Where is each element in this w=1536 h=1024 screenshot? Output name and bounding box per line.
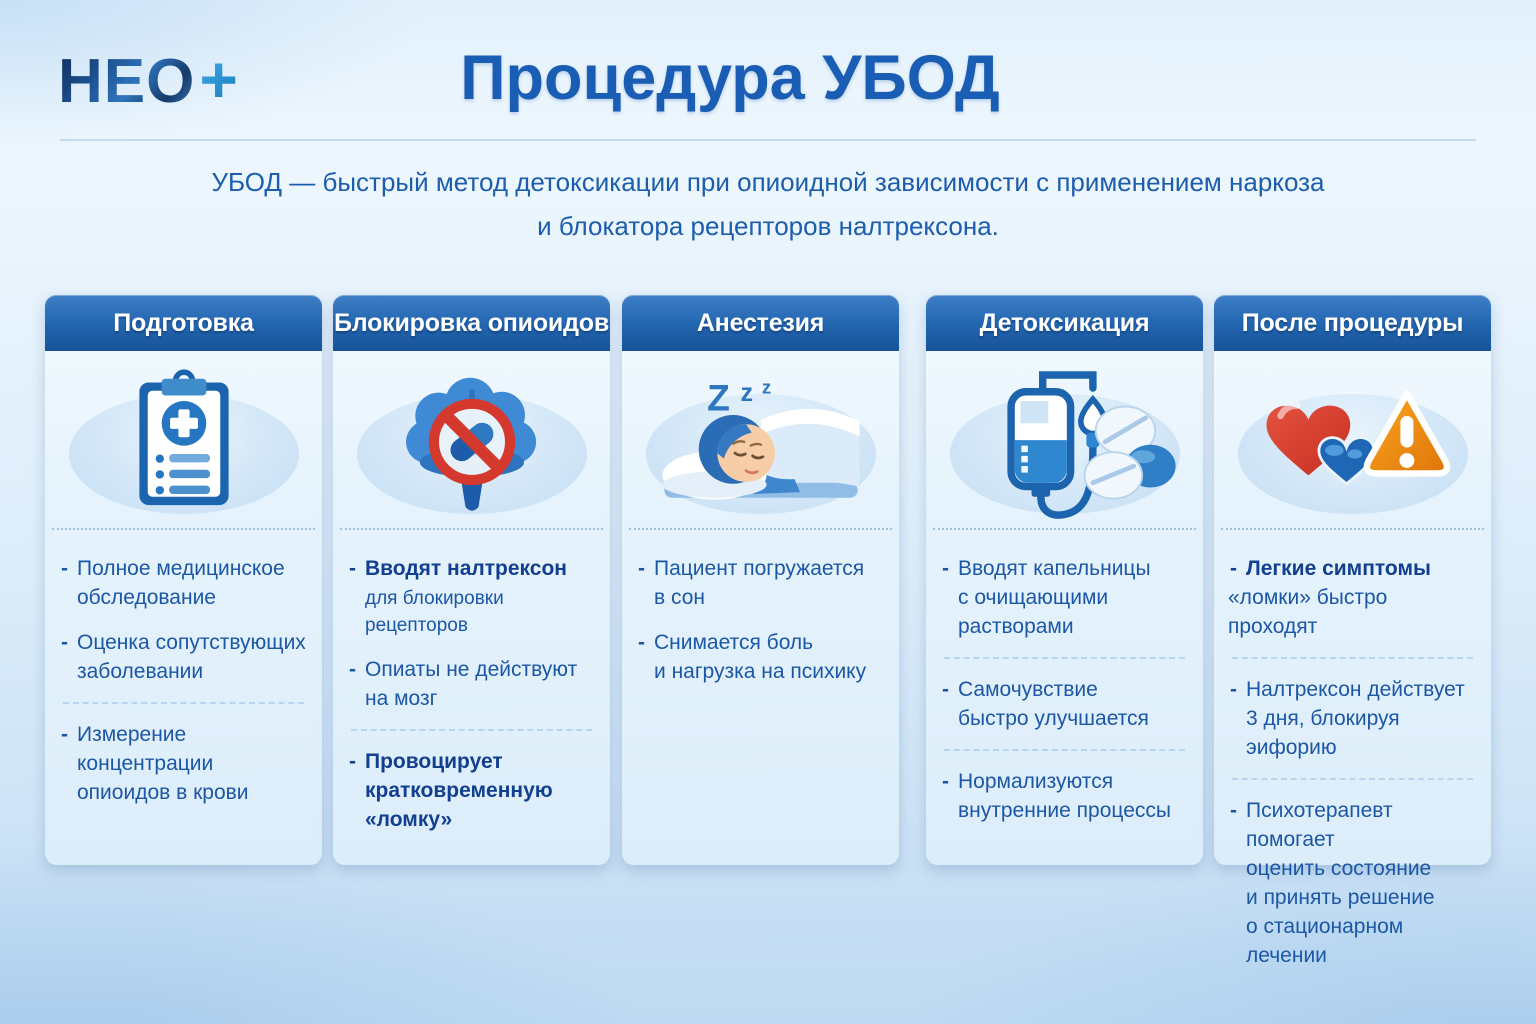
bullet-item [61,628,310,686]
bullet-item [942,675,1191,733]
card-title: Подготовка [45,295,322,351]
bullet-dash: - [1230,799,1237,822]
bullet-list [333,530,610,850]
card-detox [926,295,1203,865]
bullet-text: Пациент погружается в сон [654,557,865,609]
bullet-item [61,720,310,807]
page-subtitle [0,160,1536,248]
steps-row [45,295,1491,967]
item-divider [351,729,592,731]
bullet-text: Опиаты не действуют на мозг [365,658,578,710]
bullet-list [926,530,1203,841]
bullet-dash: - [942,557,949,580]
brain-blocked-icon [369,362,575,520]
logo-plus-icon: + [199,42,239,116]
bullet-text: Нормализуются внутренние процессы [958,770,1171,822]
icon-zone [52,351,315,530]
iv-drip-icon [951,362,1179,520]
bullet-text: Полное медицинское обследование [77,557,285,609]
bullet-item [349,747,598,834]
bullet-item [942,767,1191,825]
icon-zone [629,351,892,530]
subtitle-line-2: и блокатора рецепторов налтрексона. [537,211,999,241]
bullet-dash: - [942,678,949,701]
subtitle-line-1: УБОД — быстрый метод детоксикации при опиоидной зависимости с применением наркоза [211,167,1325,197]
bullet-item [638,554,887,612]
item-divider [1232,657,1473,659]
bullet-dash: - [61,557,68,580]
bullet-text: Снимается боль и нагрузка на психику [654,631,867,683]
bullet-dash: - [349,658,356,681]
bullet-text: Оценка сопутствующих заболевании [77,631,306,683]
bullet-item [1230,675,1479,762]
card-title: Блокировка опиоидов [333,295,610,351]
card-title: Детоксикация [926,295,1203,351]
bullet-dash: - [349,750,356,773]
bullet-text: Вводят налтрексон для блокировки рецепторов [365,554,598,639]
bullet-dash: - [1230,678,1237,701]
card-title: Анестезия [622,295,899,351]
bullet-subtext: для блокировки рецепторов [365,588,504,636]
bullet-item [1230,554,1479,641]
icon-zone [340,351,603,530]
bullet-text: Психотерапевт помогает оценить состояние и принять решение о стационарном лечении [1246,799,1435,967]
bullet-dash: - [61,631,68,654]
card-anesthesia [622,295,899,865]
medical-clipboard-icon [81,362,287,520]
item-divider [63,702,304,704]
bullet-list [1214,530,1491,986]
bullet-text: Измерение концентрации опиоидов в крови [77,723,249,804]
title-divider [60,139,1476,141]
icon-zone [933,351,1196,530]
card-opioid-blocking [333,295,610,865]
bullet-dash: - [61,723,68,746]
heart-warning-icon [1239,362,1467,520]
bullet-item [942,554,1191,641]
bullet-subtext: «ломки» быстро проходят [1228,586,1388,638]
bullet-item [349,655,598,713]
bullet-text: Самочувствие быстро улучшается [958,678,1149,730]
item-divider [1232,778,1473,780]
bullet-list [622,530,899,702]
sleeping-patient-icon [647,362,875,520]
card-title: После процедуры [1214,295,1491,351]
card-preparation [45,295,322,865]
bullet-item [349,554,598,639]
card-after-procedure [1214,295,1491,967]
bullet-text: Вводят капельницы с очищающими растворами [958,557,1151,638]
bullet-text: Провоцирует кратковременную «ломку» [365,750,553,831]
bullet-text: Легкие симптомы «ломки» быстро проходят [1246,554,1479,641]
bullet-dash: - [1230,557,1237,580]
bullet-list [45,530,322,823]
bullet-item [1230,796,1479,970]
icon-zone [1221,351,1484,530]
logo-text: НЕО [58,47,196,116]
item-divider [944,749,1185,751]
zzz-text: Z [706,376,730,419]
zzz-text: z [740,379,753,408]
item-divider [944,657,1185,659]
bullet-item [638,628,887,686]
bullet-item [61,554,310,612]
bullet-dash: - [942,770,949,793]
bullet-dash: - [638,631,645,654]
zzz-text: z [761,376,771,398]
bullet-dash: - [349,557,356,580]
bullet-text: Налтрексон действует 3 дня, блокируя эифорию [1246,678,1465,759]
page-title: Процедура УБОД [460,43,1000,113]
bullet-dash: - [638,557,645,580]
